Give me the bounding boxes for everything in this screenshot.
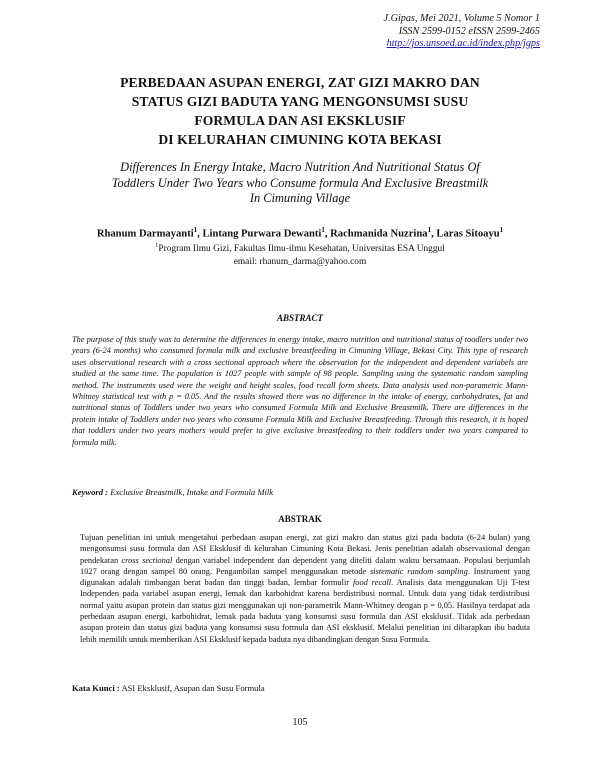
author-name: Lintang Purwara Dewanti: [202, 228, 322, 240]
subtitle-line: Toddlers Under Two Years who Consume formula And Exclusive Breastmilk: [111, 175, 489, 190]
abstrak-text: Tujuan penelitian ini untuk mengetahui perbedaan asupan energi, zat gizi makro dan status gizi pada baduta (6-24 bulan) yang mengonsumsi susu formula dan ASI Eksklusif di kelurahan Cimuning Kota Bekasi. Jenis penelitian adalah observasional dengan pendekatan: [80, 533, 530, 565]
subtitle-line: Differences In Energy Intake, Macro Nutrition And Nutritional Status Of: [120, 160, 480, 174]
abstrak-italic-term: food recall: [352, 578, 392, 588]
abstrak-text: . Analisis data menggunakan Uji T-test Independen pada variabel asupan energi, lemak dan karbohidrat karena berdistribusi normal. Untuk data yang tidak terdistribusi normal yaitu asupan protein dan status gizi menggunakan uji non-parametrik Mann-Whitney dengan p = 0,05. Hasilnya terdapat ada perbedaan asupan energi, karbohidrat, lemak pada baduta yang konsumsi susu formula dan ASI eksklusif. Tidak ada perbedaan asupan protein dan status gizi baduta yang konsumsi susu formula dan ASI eksklusif. Melalui penelitian ini diharapkan ibu baduta lebih memilih untuk memberikan ASI Eksklusif kepada baduta nya dibandingkan dengan Susu Formula.: [80, 578, 530, 644]
journal-issn: ISSN 2599-0152 eISSN 2599-2465: [398, 25, 540, 37]
affiliation-block: [40, 239, 560, 269]
affiliation-text: Program Ilmu Gizi, Fakultas Ilmu-ilmu Kesehatan, Universitas ESA Unggul: [158, 244, 445, 255]
paper-subtitle: [70, 160, 530, 207]
affiliation-mark: 1: [155, 242, 159, 249]
journal-citation: J.Gipas, Mei 2021, Volume 5 Nomor 1: [383, 13, 540, 24]
abstrak-text: . Instrument yang digunakan adalah timbangan berat badan dan tinggi badan, lembar formulir: [80, 566, 530, 588]
abstrak-italic-term: sistematic random sampling: [370, 566, 468, 576]
author-affiliation-mark: 1: [499, 226, 504, 234]
abstrak-indonesian-body: [80, 532, 530, 645]
author-affiliation-mark: 1: [321, 226, 325, 234]
author-affiliation-mark: 1: [427, 226, 432, 234]
abstrak-heading: ABSTRAK: [278, 514, 322, 524]
author-name: Rhanum Darmayanti: [96, 228, 194, 240]
title-line: DI KELURAHAN CIMUNING KOTA BEKASI: [158, 132, 442, 147]
keyword-label: Keyword :: [72, 487, 109, 497]
author-affiliation-mark: 1: [193, 226, 198, 234]
abstrak-italic-term: cross sectional: [121, 555, 173, 565]
author-name: Rachmanida Nuzrina: [330, 228, 428, 240]
journal-header: [384, 13, 540, 51]
abstrak-text: dengan variabel independent dan dependent yang diteliti dalam waktu bersamaan. Populasi berjumlah 1027 orang dengan sampel 80 orang. Pengambilan sampel menggunakan metode: [80, 555, 531, 576]
author-name: Laras Sitoayu: [436, 228, 500, 240]
kata-kunci-label: Kata Kunci :: [72, 683, 120, 693]
kata-kunci-list: ASI Eksklusif, Asupan dan Susu Formula: [121, 683, 265, 693]
english-keywords: [72, 487, 528, 497]
keyword-list: Exclusive Breastmilk, Intake and Formula Milk: [110, 487, 274, 497]
page-number: 105: [292, 717, 308, 728]
journal-url-link[interactable]: http://jos.unsoed.ac.id/index.php/jgps: [386, 38, 540, 50]
title-line: STATUS GIZI BADUTA YANG MENGONSUMSI SUSU: [131, 94, 469, 109]
author-email: email: rhanum_darma@yahoo.com: [233, 257, 367, 268]
paper-title: [60, 73, 540, 149]
title-line: PERBEDAAN ASUPAN ENERGI, ZAT GIZI MAKRO DAN: [120, 75, 480, 90]
abstract-english-body: The purpose of this study was to determine the differences in energy intake, macro nutrition and nutritional status of toodlers under two years (6-24 months) who consumed formula milk and exclusive breastfeeding in Cimuning Village, Bekasi City. This type of research uses observational research with a cross sectional approach where the observation for the independent and dependent variabels are studied at the same time. The population is 1027 people with sample of 98 people. Sampling using the systematic random sampling method. The instruments used were the weight and height scales, food recall form sheets. Data analysis used non-parametric Mann-Whitney statistical test with p = 0.05. And the results showed there was no difference in the intake of energy, carbohydrates, fat and nutritional status of Toddlers under two years who consumed Formula Milk and Exclusive Breastmilk. There are differences in the protein intake of Toddlers under two years who consume Formula Milk and Exclusive Breastfeeding. Through this research, it is hoped that toddlers under two years mothers would prefer to give exclusive breastfeeding to their toddlers under two years compared to formula milk.: [72, 335, 528, 447]
subtitle-line: In Cimuning Village: [249, 191, 351, 205]
author-list: Rhanum Darmayanti$^1$, Lintang Purwara Dewanti$^1$, Rachmanida Nuzrina$^1$, Laras Sitoayu$^1$: [96, 226, 504, 240]
indonesian-keywords: [72, 683, 528, 693]
abstract-heading: ABSTRACT: [276, 313, 323, 323]
title-line: FORMULA DAN ASI EKSKLUSIF: [194, 113, 406, 128]
